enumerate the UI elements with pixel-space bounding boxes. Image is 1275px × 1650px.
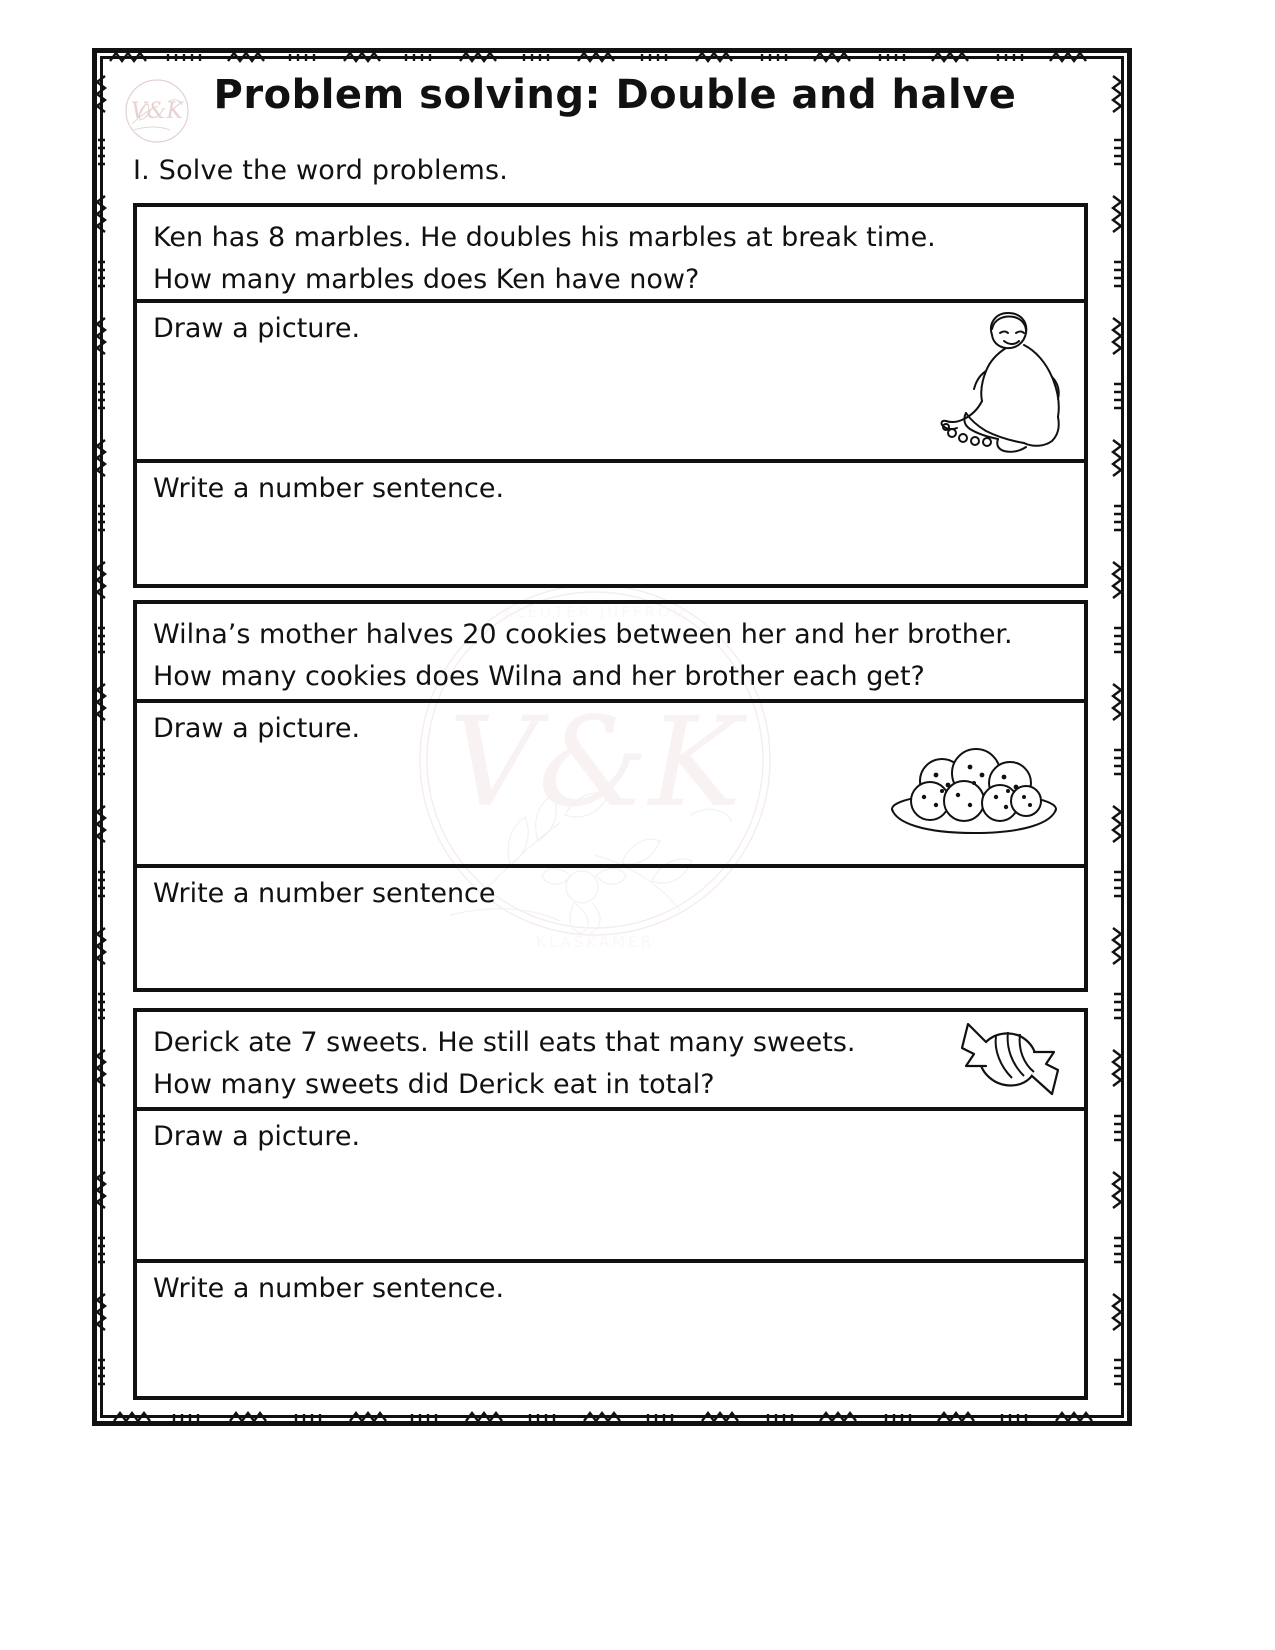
problem-2-sentence-label: Write a number sentence: [153, 878, 496, 909]
problem-block-3: [133, 1008, 1088, 1400]
problem-3-statement: [137, 1012, 1084, 1111]
problem-1-draw-label: Draw a picture.: [153, 313, 361, 344]
problem-2-draw-label: Draw a picture.: [153, 713, 361, 744]
problem-1-statement-line-2: How many marbles does Ken have now?: [153, 264, 700, 295]
problem-block-1: [133, 203, 1088, 588]
problem-3-statement-line-2: How many sweets did Derick eat in total?: [153, 1069, 715, 1100]
svg-text:V&K: V&K: [448, 691, 742, 835]
problem-3-draw-area[interactable]: [137, 1111, 1084, 1263]
problem-2-answer-area[interactable]: [137, 868, 1084, 992]
instruction-text: I. Solve the word problems.: [133, 155, 509, 186]
problem-3-answer-area[interactable]: [137, 1263, 1084, 1396]
svg-text:V&K: V&K: [131, 99, 183, 124]
problem-2-statement: [137, 604, 1084, 703]
svg-text:KLASKAMER: KLASKAMER: [536, 933, 654, 951]
problem-1-sentence-label: Write a number sentence.: [153, 473, 505, 504]
problem-3-statement-line-1: Derick ate 7 sweets. He still eats that many sweets.: [153, 1027, 856, 1058]
problem-1-statement: [137, 207, 1084, 303]
bowl-of-cookies-icon: [884, 731, 1064, 841]
problem-1-answer-area[interactable]: [137, 463, 1084, 585]
problem-2-draw-area[interactable]: [137, 703, 1084, 868]
problem-3-draw-label: Draw a picture.: [153, 1121, 361, 1152]
problem-2-statement-line-2: How many cookies does Wilna and her brother each get?: [153, 661, 925, 692]
problem-1-draw-area[interactable]: [137, 303, 1084, 463]
problem-2-statement-line-1: Wilna’s mother halves 20 cookies between her and her brother.: [153, 619, 1013, 650]
problem-block-2: [133, 600, 1088, 992]
problem-3-sentence-label: Write a number sentence.: [153, 1273, 505, 1304]
svg-text:KLEUTER JUFFROU: KLEUTER JUFFROU: [503, 603, 687, 621]
page-title: Problem solving: Double and halve: [213, 72, 1017, 118]
problem-1-statement-line-1: Ken has 8 marbles. He doubles his marbles at break time.: [153, 222, 936, 253]
